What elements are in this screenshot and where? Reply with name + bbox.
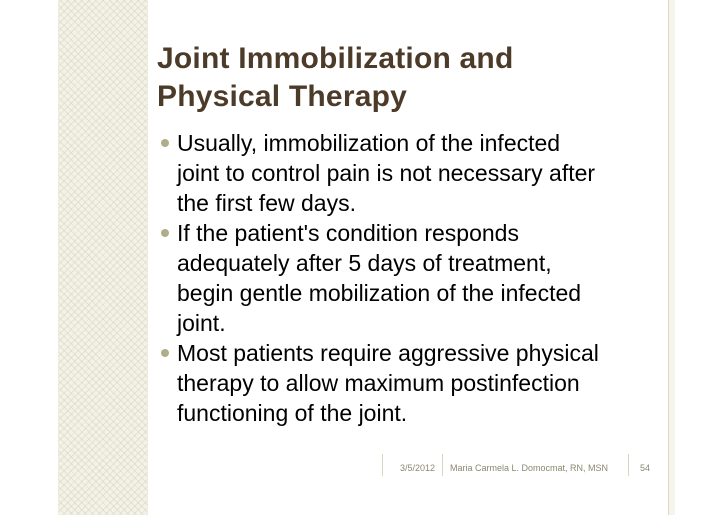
bullet-line: If the patient's condition responds xyxy=(177,220,519,246)
bullet-line: functioning of the joint. xyxy=(177,400,408,426)
bullet-text xyxy=(177,218,668,338)
bullet-line: adequately after 5 days of treatment, xyxy=(177,250,552,276)
bullet-dot-icon xyxy=(161,349,169,357)
slide-title xyxy=(157,40,657,116)
bullet-line: Usually, immobilization of the infected xyxy=(177,130,561,156)
footer-divider xyxy=(442,454,443,476)
bullet-item xyxy=(158,338,668,428)
bullet-line: begin gentle mobilization of the infected xyxy=(177,280,582,306)
footer-author: Maria Carmela L. Domocmat, RN, MSN xyxy=(450,463,609,473)
bullet-line: joint to control pain is not necessary after xyxy=(177,160,596,186)
bullet-line: therapy to allow maximum postinfection xyxy=(177,370,580,396)
bullet-line: the first few days. xyxy=(177,190,356,216)
decorative-hatched-band xyxy=(58,0,148,515)
bullet-item xyxy=(158,128,668,218)
footer-divider xyxy=(628,454,629,476)
footer-divider xyxy=(382,454,383,476)
bullet-item xyxy=(158,218,668,338)
bullet-line: Most patients require aggressive physical xyxy=(177,340,599,366)
bullet-dot-icon xyxy=(161,229,169,237)
slide-title-line: Physical Therapy xyxy=(157,80,407,113)
footer-date: 3/5/2012 xyxy=(400,463,436,473)
slide-title-line: Joint Immobilization and xyxy=(157,42,514,75)
right-decorative-band xyxy=(669,0,675,515)
bullet-list xyxy=(158,128,668,428)
footer-page-number: 54 xyxy=(640,463,651,473)
bullet-line: joint. xyxy=(177,310,226,336)
bullet-dot-icon xyxy=(161,139,169,147)
bullet-text xyxy=(177,338,668,428)
bullet-text xyxy=(177,128,668,218)
